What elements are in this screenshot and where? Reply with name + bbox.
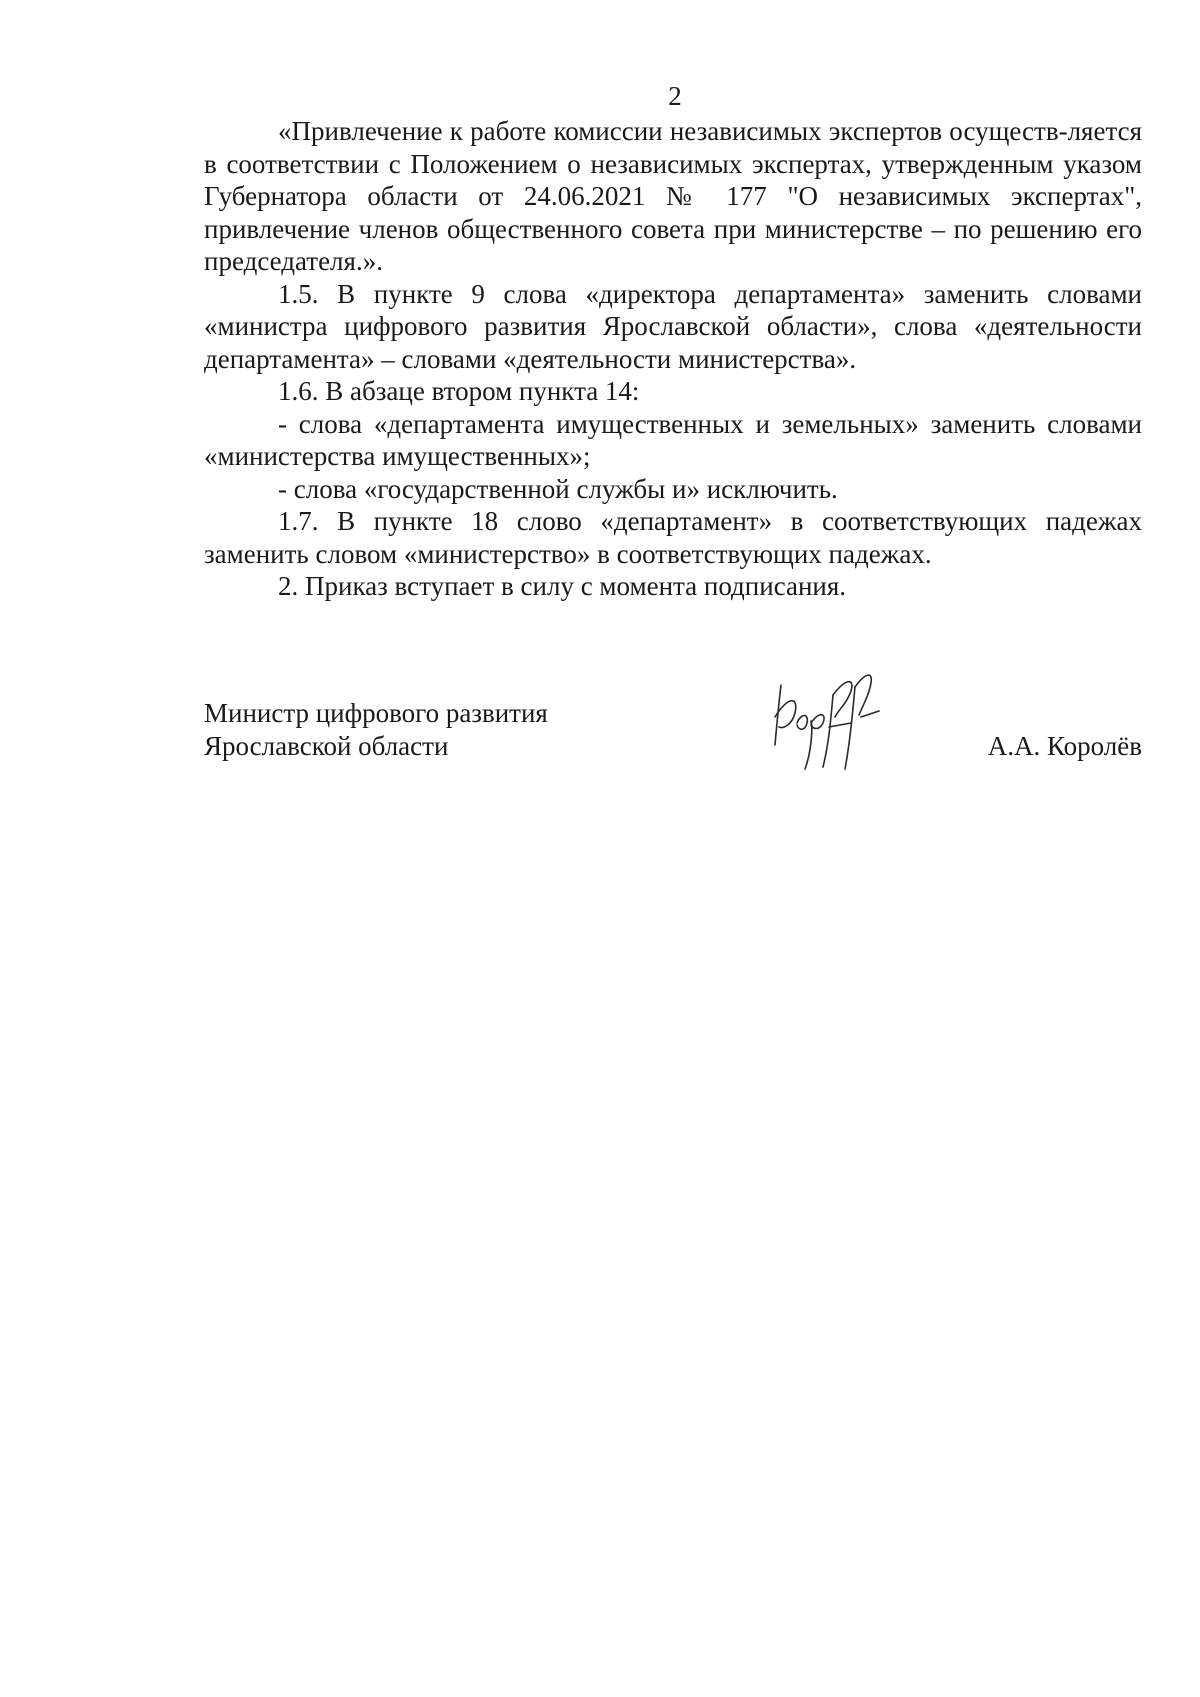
paragraph-1-6-item-1: - слова «департамента имущественных и земельных» заменить словами «министерства имущественных»;: [204, 408, 1142, 471]
paragraph-quote-experts: «Привлечение к работе комиссии независимых экспертов осуществ-ляется в соответствии с Положением о независимых экспертах, утвержденным указом Губернатора области от 24.06.2021 № 177 "О независимых экспертах", привлечение членов общественного совета при министерстве – по решению его председателя.».: [204, 116, 1142, 276]
paragraph-1-6: 1.6. В абзаце втором пункта 14:: [278, 376, 640, 406]
document-body: [204, 115, 1142, 603]
page-number: 2: [668, 81, 682, 111]
signer-title: [204, 697, 548, 763]
paragraph-1-7: 1.7. В пункте 18 слово «департамент» в соответствующих падежах заменить словом «министерство» в соответствующих падежах.: [204, 506, 1142, 569]
paragraph-1-5: 1.5. В пункте 9 слова «директора департамента» заменить словами «министра цифрового развития Ярославской области», слова «деятельности департамента» – словами «деятельности министерства».: [204, 278, 1142, 374]
handwritten-signature: [759, 657, 894, 777]
signer-title-line-1: Министр цифрового развития: [204, 698, 548, 728]
signer-name: А.А. Королёв: [987, 731, 1142, 761]
paragraph-1-6-item-2: - слова «государственной службы и» исключить.: [278, 473, 838, 504]
paragraph-2: 2. Приказ вступает в силу с момента подписания.: [278, 571, 847, 601]
signer-title-line-2: Ярославской области: [204, 731, 449, 761]
signature-block: [204, 697, 1142, 797]
